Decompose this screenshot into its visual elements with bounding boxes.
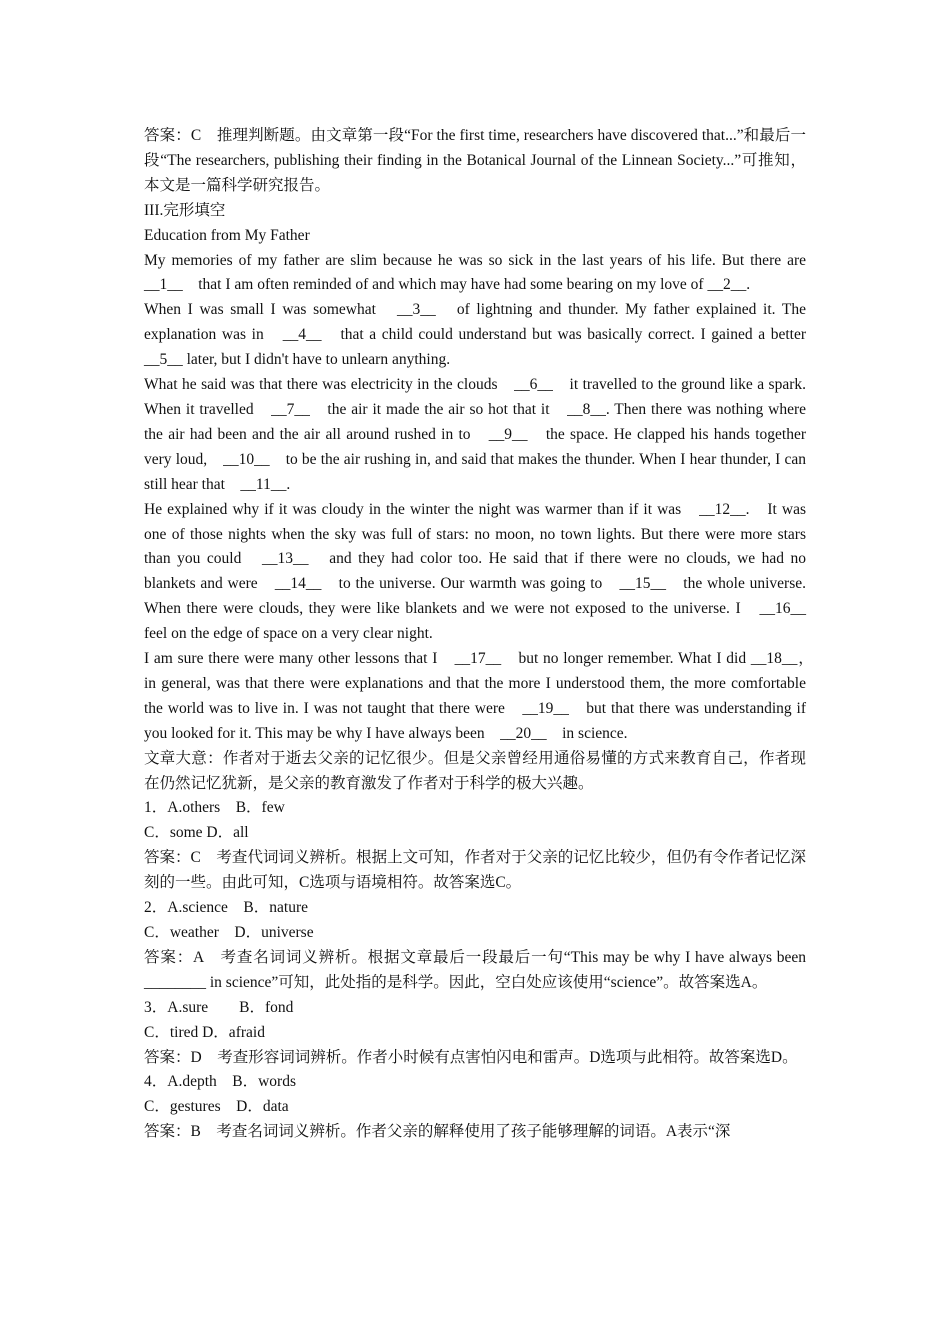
question-4-options-cd: C．gestures D．data [144, 1098, 289, 1116]
question-2-options-ab: 2．A.science B．nature [144, 899, 308, 917]
passage-paragraph-1: My memories of my father are slim because he was so sick in the last years of his life. But there are __1__ that I am often reminded of and which may have had some bearing on my love of __2__. [144, 251, 822, 294]
passage-paragraph-5: I am sure there were many other lessons that I __17__ but no longer remember. What I did __18__， in general, was that there were explanations and that the more I understood them, the more comfortable the world was to live in. I was not taught that there were __19__ but that there was understanding if you looked for it. This may be why I have always been __20__ in science. [144, 650, 822, 742]
question-1-options-ab: 1．A.others B．few [144, 799, 285, 817]
passage-paragraph-4: He explained why if it was cloudy in the winter the night was warmer than if it was __12__. It was one of those nights when the sky was full of stars: no moon, no town lights. But there were more stars than you could __13__ and they had color too. He said that if there were no clouds, we had no blankets and were __14__ to the universe. Our warmth was going to __15__ the whole universe. When there were clouds, they were like blankets and we were not exposed to the universe. I __16__ feel on the edge of space on a very clear night. [144, 500, 822, 643]
answer-1: 答案：C 考查代词词义辨析。根据上文可知，作者对于父亲的记忆比较少，但仍有令作者记忆深刻的一些。由此可知，C选项与语境相符。故答案选C。 [144, 849, 806, 892]
passage-summary: 文章大意：作者对于逝去父亲的记忆很少。但是父亲曾经用通俗易懂的方式来教育自己，作者现在仍然记忆犹新，是父亲的教育激发了作者对于科学的极大兴趣。 [144, 749, 806, 792]
answer-3: 答案：D 考查形容词词辨析。作者小时候有点害怕闪电和雷声。D选项与此相符。故答案选D。 [144, 1048, 798, 1066]
document-page [144, 124, 822, 1145]
passage-paragraph-2: When I was small I was somewhat __3__ of lightning and thunder. My father explained it. The explanation was in __4__ that a child could understand but was basically correct. I gained a better __5__ later, but I didn't have to unlearn anything. [144, 301, 822, 369]
answer-2: 答案：A 考查名词词义辨析。根据文章最后一段最后一句“This may be why I have always been ________ in science”可知，此处指的是科学。因此，空白处应该使用“science”。故答案选A。 [144, 948, 806, 991]
question-2-options-cd: C．weather D．universe [144, 924, 314, 941]
question-4-options-ab: 4．A.depth B．words [144, 1073, 296, 1091]
question-3-options-cd: C．tired D．afraid [144, 1023, 265, 1041]
answer-4: 答案：B 考查名词词义辨析。作者父亲的解释使用了孩子能够理解的词语。A表示“深 [144, 1123, 731, 1141]
passage-title: Education from My Father [144, 226, 310, 244]
answer-paragraph-reading: 答案：C 推理判断题。由文章第一段“For the first time, researchers have discovered that...”和最后一段“The researchers, publishing their finding in the Botanical Journal of the Linnean Society...”可推知，本文是一篇科学研究报告。 [144, 127, 806, 194]
question-1-options-cd: C．some D．all [144, 824, 249, 842]
passage-paragraph-3: What he said was that there was electricity in the clouds __6__ it travelled to the ground like a spark. When it travelled __7__ the air it made the air so hot that it __8__. Then there was nothing where the air had been and the air all around rushed in to __9__ the space. He clapped his hands together very loud, __10__ to be the air rushing in, and said that makes the thunder. When I hear thunder, I can still hear that __11__. [144, 376, 806, 493]
question-3-options-ab: 3．A.sure B．fond [144, 998, 294, 1016]
section-heading: III.完形填空 [144, 201, 226, 219]
